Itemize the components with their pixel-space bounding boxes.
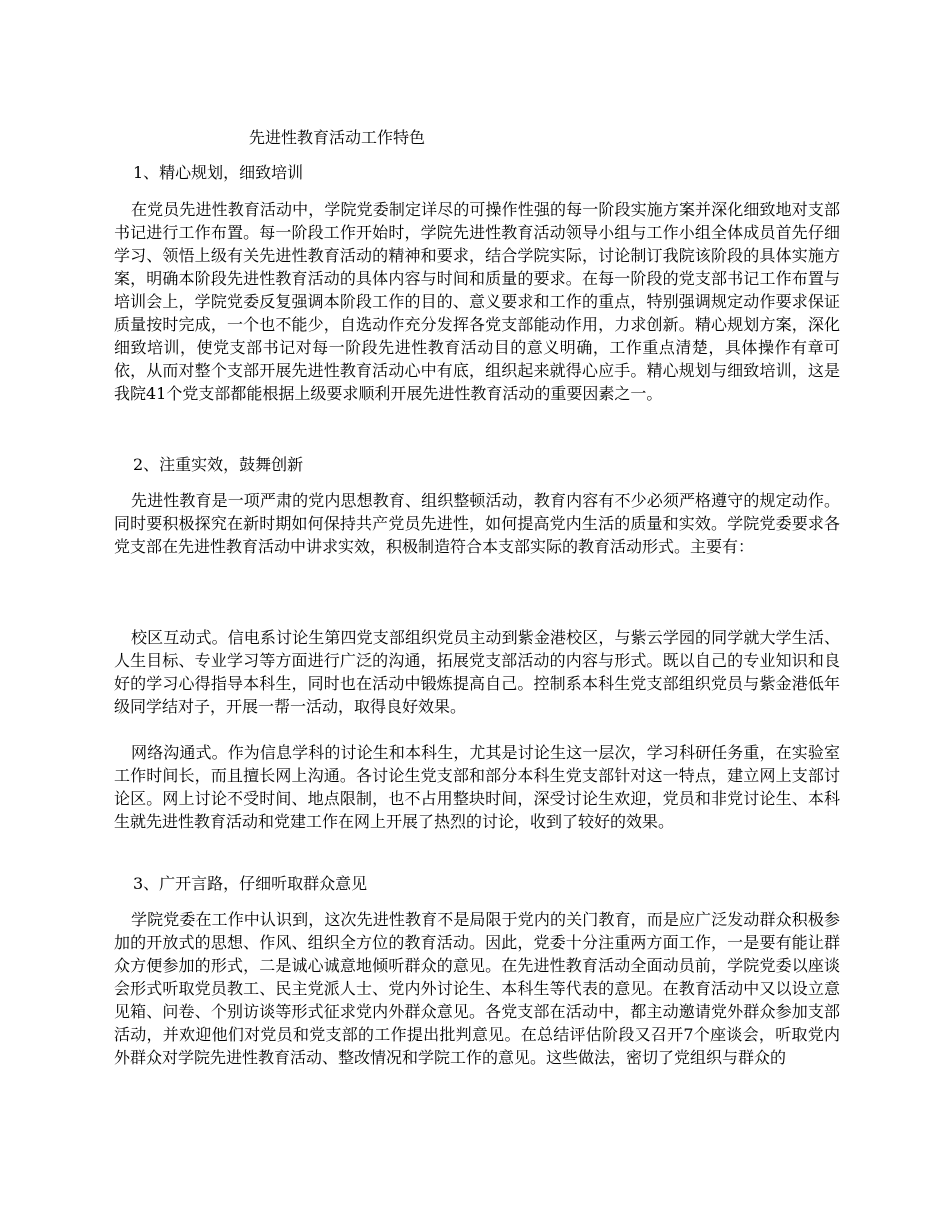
section-heading-1: 1、精心规划，细致培训	[133, 163, 304, 182]
section-1-paragraph-1: 在党员先进性教育活动中，学院党委制定详尽的可操作性强的每一阶段实施方案并深化细致地对支部书记进行工作布置。每一阶段工作开始时，学院先进性教育活动领导小组与工作小组全体成员首先仔细学习、领悟上级有关先进性教育活动的精神和要求，结合学院实际，讨论制订我院该阶段的具体实施方案，明确本阶段先进性教育活动的具体内容与时间和质量的要求。在每一阶段的党支部书记工作布置与培训会上，学院党委反复强调本阶段工作的目的、意义要求和工作的重点，特别强调规定动作要求保证质量按时完成，一个也不能少，自选动作充分发挥各党支部能动作用，力求创新。精心规划方案，深化细致培训，使党支部书记对每一阶段先进性教育活动目的意义明确，工作重点清楚，具体操作有章可依，从而对整个支部开展先进性教育活动心中有底，组织起来就得心应手。精心规划与细致培训，这是我院41个党支部都能根据上级要求顺利开展先进性教育活动的重要因素之一。	[114, 200, 840, 403]
section-2-paragraph-1: 先进性教育是一项严肃的党内思想教育、组织整顿活动，教育内容有不少必须严格遵守的规定动作。同时要积极探究在新时期如何保持共产党员先进性，如何提高党内生活的质量和实效。学院党委要求各党支部在先进性教育活动中讲求实效，积极制造符合本支部实际的教育活动形式。主要有：	[114, 491, 840, 556]
document-title: 先进性教育活动工作特色	[249, 128, 426, 147]
section-2-paragraph-3: 网络沟通式。作为信息学科的讨论生和本科生，尤其是讨论生这一层次，学习科研任务重，在实验室工作时间长，而且擅长网上沟通。各讨论生党支部和部分本科生党支部针对这一特点，建立网上支部讨论区。网上讨论不受时间、地点限制，也不占用整块时间，深受讨论生欢迎，党员和非党讨论生、本科生就先进性教育活动和党建工作在网上开展了热烈的讨论，收到了较好的效果。	[114, 743, 840, 831]
section-heading-3: 3、广开言路，仔细听取群众意见	[133, 874, 368, 893]
section-2-paragraph-2: 校区互动式。信电系讨论生第四党支部组织党员主动到紫金港校区，与紫云学园的同学就大学生活、人生目标、专业学习等方面进行广泛的沟通，拓展党支部活动的内容与形式。既以自己的专业知识和良好的学习心得指导本科生，同时也在活动中锻炼提高自己。控制系本科生党支部组织党员与紫金港低年级同学结对子，开展一帮一活动，取得良好效果。	[114, 628, 840, 716]
section-3-paragraph-1: 学院党委在工作中认识到，这次先进性教育不是局限于党内的关门教育，而是应广泛发动群众积极参加的开放式的思想、作风、组织全方位的教育活动。因此，党委十分注重两方面工作，一是要有能让群众方便参加的形式，二是诚心诚意地倾听群众的意见。在先进性教育活动全面动员前，学院党委以座谈会形式听取党员教工、民主党派人士、党内外讨论生、本科生等代表的意见。在教育活动中又以设立意见箱、问卷、个别访谈等形式征求党内外群众意见。各党支部在活动中，都主动邀请党外群众参加支部活动，并欢迎他们对党员和党支部的工作提出批判意见。在总结评估阶段又召开7个座谈会，听取党内外群众对学院先进性教育活动、整改情况和学院工作的意见。这些做法，密切了党组织与群众的	[114, 910, 840, 1067]
section-heading-2: 2、注重实效，鼓舞创新	[133, 455, 304, 474]
